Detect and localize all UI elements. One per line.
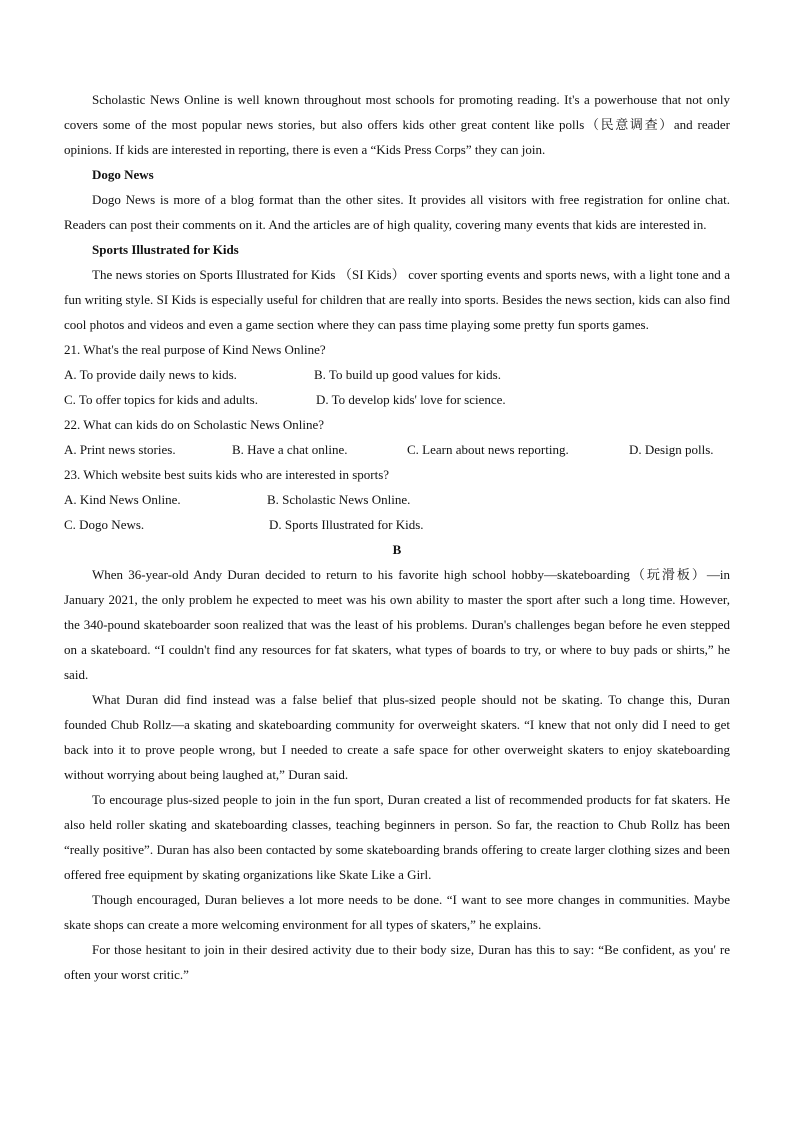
option-23-d: D. Sports Illustrated for Kids.: [269, 517, 424, 532]
passage-b-paragraph-2: What Duran did find instead was a false belief that plus-sized people should not be skating. To change this, Duran founded Chub Rollz—a skating and skateboarding community for overweight skaters. “I knew that not only did I need to get back into it to prove people wrong, but I needed to create a safe space for other overweight skaters to enjoy skateboarding without worrying about being laughed at,” Duran said.: [64, 692, 730, 782]
option-23-b: B. Scholastic News Online.: [267, 492, 411, 507]
option-21-b: B. To build up good values for kids.: [314, 367, 501, 382]
question-21-options-row-1: [64, 362, 730, 387]
option-22-a: A. Print news stories.: [64, 442, 176, 457]
question-21-stem: 21. What's the real purpose of Kind News Online?: [64, 342, 326, 357]
question-23-options-row-2: [64, 512, 730, 537]
option-21-c: C. To offer topics for kids and adults.: [64, 392, 258, 407]
option-22-b: B. Have a chat online.: [232, 442, 348, 457]
dogo-news-heading: Dogo News: [92, 167, 154, 182]
si-kids-heading: Sports Illustrated for Kids: [92, 242, 239, 257]
question-21-options-row-2: [64, 387, 730, 412]
question-22-options-row: [64, 437, 730, 462]
section-b-label: B: [392, 542, 402, 557]
page-content: [64, 87, 730, 987]
passage-b-paragraph-3: To encourage plus-sized people to join in the fun sport, Duran created a list of recommended products for fat skaters. He also held roller skating and skateboarding classes, teaching beginners in person. So far, the reaction to Chub Rollz has been “really positive”. Duran has also been contacted by some skateboarding brands offering to create larger clothing sizes and been offered free equipment by skating organizations like Skate Like a Girl.: [64, 792, 730, 882]
option-21-a: A. To provide daily news to kids.: [64, 367, 237, 382]
question-23-options-row-1: [64, 487, 730, 512]
option-22-d: D. Design polls.: [629, 442, 714, 457]
si-kids-paragraph: The news stories on Sports Illustrated for Kids （SI Kids） cover sporting events and sports news, with a light tone and a fun writing style. SI Kids is especially useful for children that are really into sports. Besides the news section, kids can also find cool photos and videos and even a game section where they can pass time playing some pretty fun sports games.: [64, 267, 730, 332]
passage-b-paragraph-4: Though encouraged, Duran believes a lot more needs to be done. “I want to see more changes in communities. Maybe skate shops can create a more welcoming environment for all types of skaters,” he explains.: [64, 892, 730, 932]
question-23-stem: 23. Which website best suits kids who are interested in sports?: [64, 467, 390, 482]
passage-b-paragraph-1: When 36-year-old Andy Duran decided to return to his favorite high school hobby—skateboarding（玩滑板）—in January 2021, the only problem he expected to meet was his own ability to master the sport after such a long time. However, the 340-pound skateboarder soon realized that was the least of his problems. Duran's challenges began before he even stepped on a skateboard. “I couldn't find any resources for fat skaters, what types of boards to try, or where to buy pads or shirts,” he said.: [64, 567, 730, 682]
question-22-stem: 22. What can kids do on Scholastic News Online?: [64, 417, 325, 432]
passage-b-paragraph-5: For those hesitant to join in their desired activity due to their body size, Duran has this to say: “Be confident, as you' re often your worst critic.”: [64, 942, 730, 982]
dogo-news-paragraph: Dogo News is more of a blog format than the other sites. It provides all visitors with free registration for online chat. Readers can post their comments on it. And the articles are of high quality, covering many events that kids are interested in.: [64, 192, 730, 232]
option-23-a: A. Kind News Online.: [64, 492, 181, 507]
scholastic-paragraph: Scholastic News Online is well known throughout most schools for promoting reading. It's a powerhouse that not only covers some of the most popular news stories, but also offers kids other great content like polls（民意调查）and reader opinions. If kids are interested in reporting, there is even a “Kids Press Corps” they can join.: [64, 92, 730, 157]
option-21-d: D. To develop kids' love for science.: [316, 392, 506, 407]
option-23-c: C. Dogo News.: [64, 517, 145, 532]
option-22-c: C. Learn about news reporting.: [407, 442, 569, 457]
